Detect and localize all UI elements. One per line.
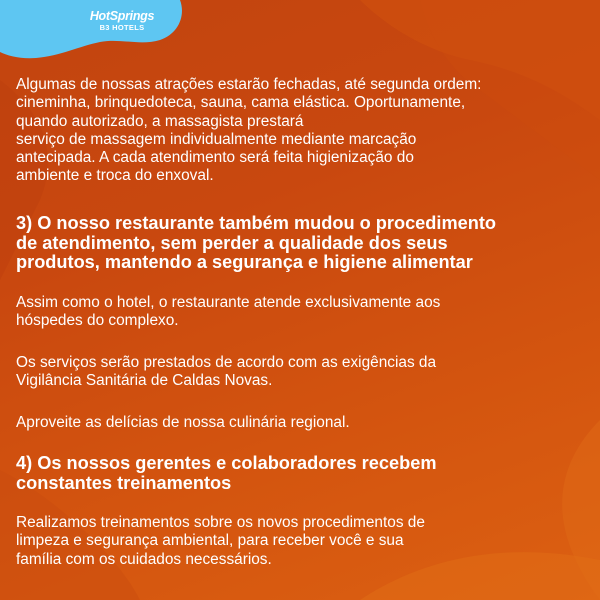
heading-line: constantes treinamentos <box>16 472 232 493</box>
heading-line: 4) Os nossos gerentes e colaboradores recebem <box>16 453 437 473</box>
text-line: Assim como o hotel, o restaurante atende exclusivamente aos <box>16 294 441 311</box>
text-line: Algumas de nossas atrações estarão fechadas, até segunda ordem: <box>16 76 482 93</box>
text-line: cineminha, brinquedoteca, sauna, cama elástica. Oportunamente, <box>16 94 466 112</box>
text-line: serviço de massagem individualmente mediante marcação <box>16 130 417 148</box>
paragraph-training-details <box>16 514 425 569</box>
text-line: antecipada. A cada atendimento será feita higienização do <box>16 149 414 167</box>
text-line: ambiente e troca do enxoval. <box>16 167 214 185</box>
brand-subtitle: B3 HOTELS <box>99 23 145 32</box>
text-line: limpeza e segurança ambiental, para receber você e sua <box>16 532 404 550</box>
heading-line: 3) O nosso restaurante também mudou o procedimento <box>16 213 497 233</box>
heading-restaurant <box>16 214 496 273</box>
paragraph-cuisine <box>16 414 350 432</box>
text-line: Os serviços serão prestados de acordo com as exigências da <box>16 354 437 371</box>
paragraph-attractions <box>16 76 481 186</box>
text-line: quando autorizado, a massagista prestará <box>16 112 304 130</box>
heading-line: produtos, mantendo a segurança e higiene alimentar <box>16 252 473 273</box>
heading-training <box>16 454 437 493</box>
text-line: Aproveite as delícias de nossa culinária regional. <box>16 414 350 431</box>
text-line: hóspedes do complexo. <box>16 312 179 330</box>
text-line: Realizamos treinamentos sobre os novos procedimentos de <box>16 514 425 531</box>
text-line: Vigilância Sanitária de Caldas Novas. <box>16 372 273 390</box>
paragraph-health-services <box>16 354 436 391</box>
brand-name: HotSprings <box>89 9 155 23</box>
heading-line: de atendimento, sem perder a qualidade dos seus <box>16 232 448 253</box>
brand-logo <box>62 9 182 33</box>
text-line: família com os cuidados necessários. <box>16 550 272 568</box>
paragraph-restaurant-guests <box>16 294 440 331</box>
